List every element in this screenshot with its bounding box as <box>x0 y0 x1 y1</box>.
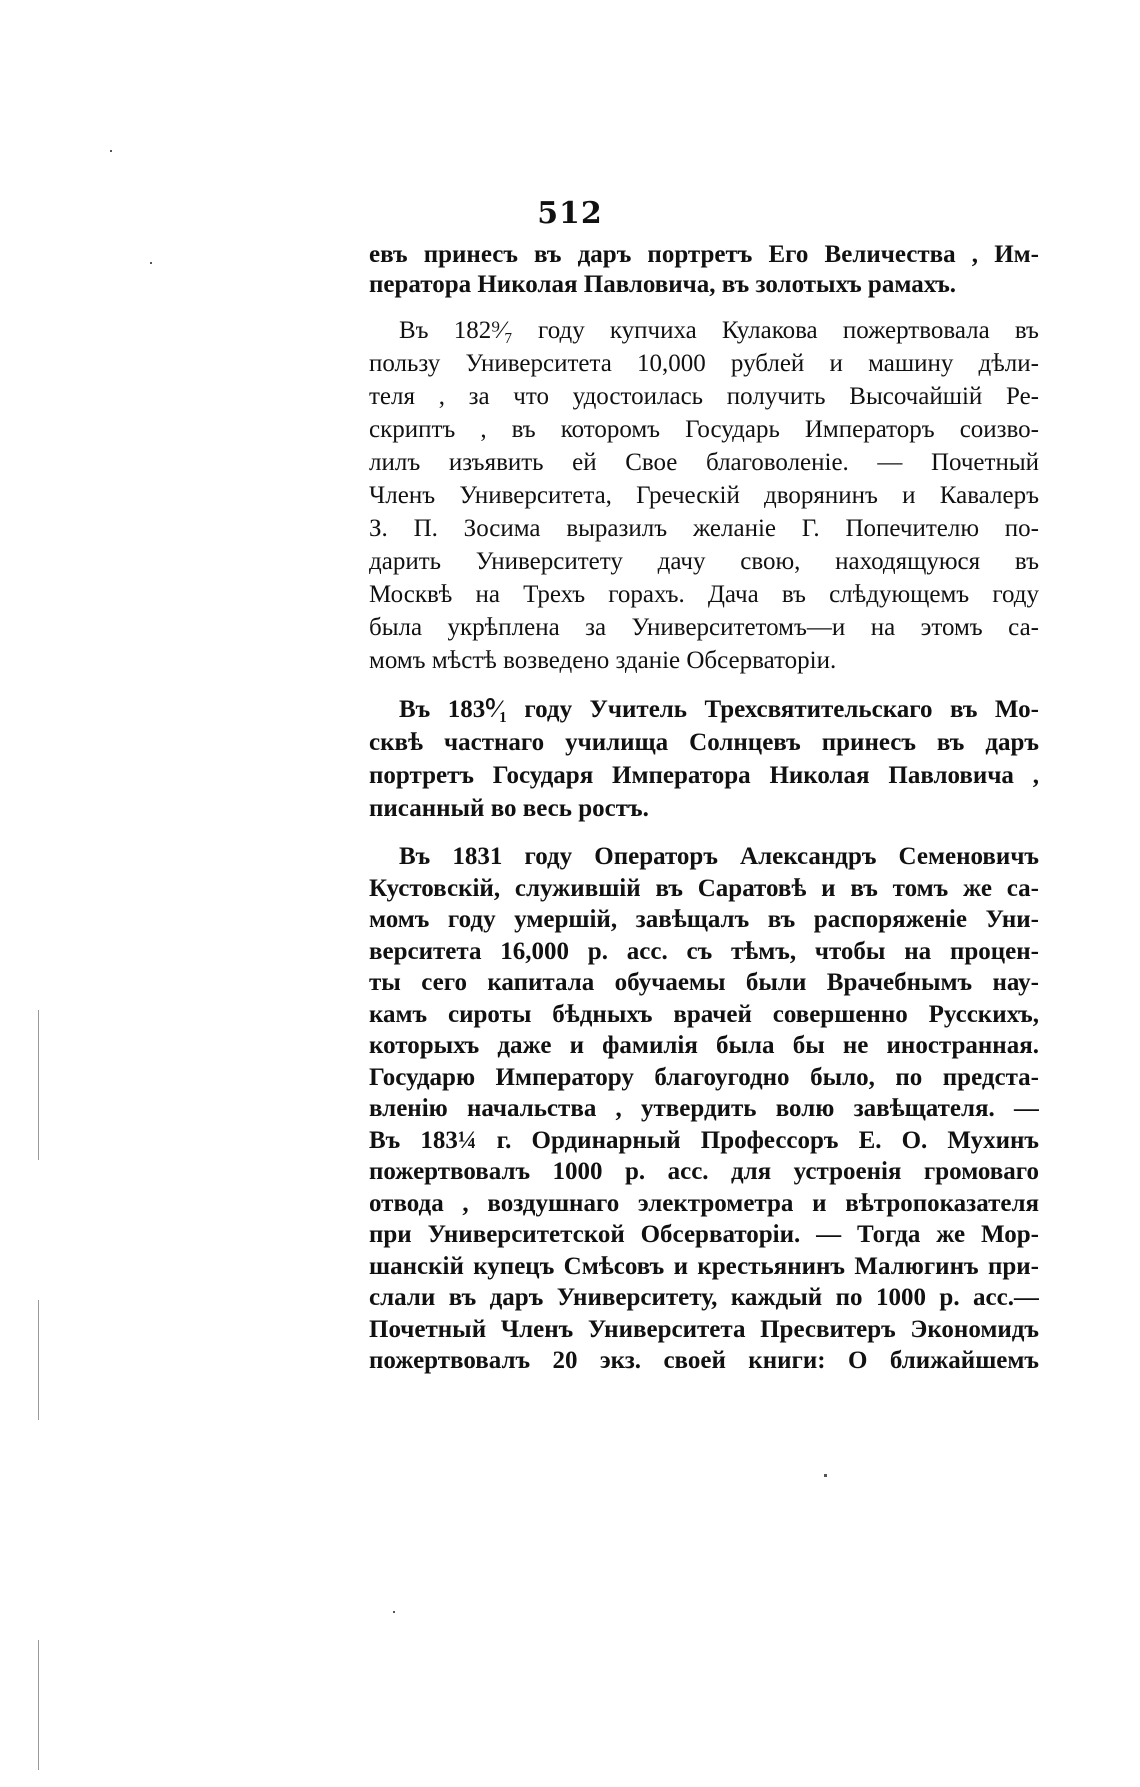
left-margin-rule-bottom <box>38 1640 39 1770</box>
text-line: шанскій купецъ Смѣсовъ и крестьянинъ Малюгинъ при- <box>369 1252 1039 1280</box>
text-line: вленію начальства , утвердить волю завѣщателя. — <box>369 1095 1039 1122</box>
speck-top <box>110 150 112 152</box>
text-line: пожертвовалъ 1000 р. асс. для устроенія громоваго <box>369 1158 1039 1185</box>
paragraph-2 <box>369 314 1039 677</box>
text-line: момъ году умершій, завѣщалъ въ распоряженіе Уни- <box>369 906 1039 933</box>
text-line: Кустовскій, служившій въ Саратовѣ и въ томъ же са- <box>369 874 1039 902</box>
body-text <box>369 240 1039 1377</box>
text-line: которыхъ даже и фамилія была бы не иностранная. <box>369 1032 1039 1059</box>
left-margin-rule-lower <box>38 1300 39 1420</box>
text-line: ператора Николая Павловича, въ золотыхъ рамахъ. <box>369 271 957 298</box>
text-line: Москвѣ на Трехъ горахъ. Дача въ слѣдующемъ году <box>369 581 1039 608</box>
paragraph-4 <box>369 841 1039 1377</box>
text-line: камъ сироты бѣдныхъ врачей совершенно Русскихъ, <box>369 1000 1039 1028</box>
text-line: отвода , воздушнаго электрометра и вѣтропоказателя <box>369 1189 1039 1217</box>
text-line: Почетный Членъ Университета Пресвитеръ Экономидъ <box>369 1315 1039 1343</box>
text-line: Въ 182⁹⁄₇ году купчиха Кулакова пожертвовала въ <box>399 317 1039 344</box>
paragraph-1 <box>369 240 1039 300</box>
text-line: Членъ Университета, Греческій дворянинъ и Кавалеръ <box>369 482 1039 509</box>
paragraph-gap <box>369 300 1039 314</box>
text-line: теля , за что удостоилась получить Высочайшій Ре- <box>369 383 1039 410</box>
text-line: евъ принесъ въ даръ портретъ Его Величества , Им- <box>369 241 1039 268</box>
text-line: ты сего капитала обучаемы были Врачебнымъ нау- <box>369 969 1039 996</box>
left-margin-rule <box>38 1010 39 1160</box>
text-line: писанный во весь ростъ. <box>369 795 649 822</box>
text-line: скриптъ , въ которомъ Государь Императоръ соизво- <box>369 416 1039 443</box>
text-line: лилъ изъявить ей Свое благоволеніе. — Почетный <box>369 449 1039 476</box>
text-line: слали въ даръ Университету, каждый по 1000 р. асс.— <box>369 1284 1039 1311</box>
text-line: при Университетской Обсерваторіи. — Тогда же Мор- <box>369 1221 1039 1248</box>
text-line: момъ мѣстѣ возведено зданіе Обсерваторіи. <box>369 647 837 674</box>
text-line: пожертвовалъ 20 экз. своей книги: О ближайшемъ <box>369 1347 1039 1374</box>
paragraph-gap <box>369 677 1039 693</box>
text-line: Въ 183¼ г. Ординарный Профессоръ Е. О. Мухинъ <box>369 1126 1039 1154</box>
speck-bottom <box>824 1474 827 1477</box>
text-line: Въ 183⁰⁄₁ году Учитель Трехсвятительскаго въ Мо- <box>399 696 1039 723</box>
text-line: пользу Университета 10,000 рублей и машину дѣли- <box>369 350 1039 377</box>
text-line: Государю Императору благоугодно было, по предста- <box>369 1063 1039 1091</box>
text-line: сквѣ частнаго училища Солнцевъ принесъ въ даръ <box>369 729 1039 756</box>
text-line: З. П. Зосима выразилъ желаніе Г. Попечителю по- <box>369 515 1039 542</box>
paragraph-gap <box>369 825 1039 841</box>
text-line: портретъ Государя Императора Николая Павловича , <box>369 762 1039 789</box>
page-number: 512 <box>537 196 603 231</box>
text-line: Въ 1831 году Операторъ Александръ Семеновичъ <box>399 843 1039 870</box>
paragraph-3 <box>369 693 1039 825</box>
speck-lower <box>393 1611 395 1613</box>
speck-left <box>150 262 152 264</box>
text-line: дарить Университету дачу свою, находящуюся въ <box>369 548 1039 575</box>
text-line: была укрѣплена за Университетомъ—и на этомъ са- <box>369 614 1039 641</box>
text-line: верситета 16,000 р. асс. съ тѣмъ, чтобы на процен- <box>369 937 1039 965</box>
